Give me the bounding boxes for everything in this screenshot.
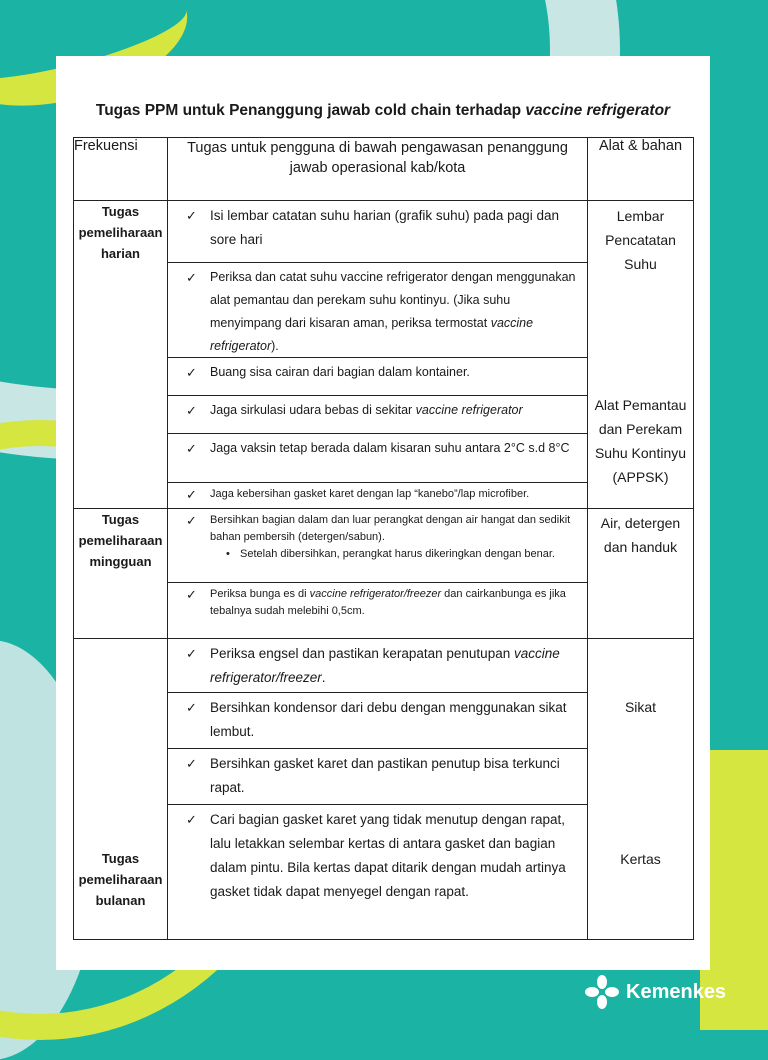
header-tasks: Tugas untuk pengguna di bawah pengawasan penanggung jawab operasional kab/kota bbox=[168, 138, 588, 201]
tools-daily bbox=[588, 201, 694, 509]
task-item: ✓ Isi lembar catatan suhu harian (grafik suhu) pada pagi dan sore hari bbox=[168, 201, 587, 263]
tools-weekly bbox=[588, 509, 694, 639]
task-item: ✓ Buang sisa cairan dari bagian dalam kontainer. bbox=[168, 358, 587, 396]
tasks-weekly bbox=[168, 509, 588, 639]
check-icon: ✓ bbox=[186, 812, 197, 827]
tasks-monthly bbox=[168, 639, 588, 940]
table-header-row bbox=[74, 138, 694, 201]
document-page bbox=[56, 56, 710, 970]
check-icon: ✓ bbox=[186, 403, 197, 418]
frequency-daily: Tugas pemeliharaan harian bbox=[74, 201, 168, 509]
tool-label: Lembar Pencatatan Suhu bbox=[605, 208, 676, 272]
title-italic: vaccine refrigerator bbox=[525, 102, 671, 119]
maintenance-table bbox=[73, 137, 694, 940]
section-row-daily bbox=[74, 201, 694, 509]
frequency-weekly: Tugas pemeliharaan mingguan bbox=[74, 509, 168, 639]
header-frequency: Frekuensi bbox=[74, 138, 168, 201]
check-icon: ✓ bbox=[186, 513, 197, 528]
check-icon: ✓ bbox=[186, 587, 197, 602]
task-item: ✓ Jaga kebersihan gasket karet dengan lap “kanebo”/lap microfiber. bbox=[168, 483, 587, 508]
check-icon: ✓ bbox=[186, 270, 197, 285]
task-item: ✓ Periksa bunga es di vaccine refrigerator/freezer dan cairkanbunga es jika tebalnya sudah melebihi 0,5cm. bbox=[168, 583, 587, 638]
task-item: ✓ Bersihkan gasket karet dan pastikan penutup bisa terkunci rapat. bbox=[168, 749, 587, 805]
check-icon: ✓ bbox=[186, 646, 197, 661]
tool-label: Air, detergen dan handuk bbox=[600, 515, 681, 555]
frequency-monthly: Tugas pemeliharaan bulanan bbox=[74, 639, 168, 940]
tools-monthly bbox=[588, 639, 694, 940]
check-icon: ✓ bbox=[186, 365, 197, 380]
task-item: ✓ Cari bagian gasket karet yang tidak menutup dengan rapat, lalu letakkan selembar kertas di antara gasket dan bagian dalam pintu. Bila kertas dapat ditarik dengan mudah artinya gasket tidak dapat menyegel dengan rapat. bbox=[168, 805, 587, 939]
section-row-weekly bbox=[74, 509, 694, 639]
tool-label: Alat Pemantau dan Perekam Suhu Kontinyu (APPSK) bbox=[594, 397, 687, 485]
check-icon: ✓ bbox=[186, 700, 197, 715]
logo-text: Kemenkes bbox=[626, 980, 727, 1003]
task-item: ✓ Periksa engsel dan pastikan kerapatan penutupan vaccine refrigerator/freezer. bbox=[168, 639, 587, 693]
check-icon: ✓ bbox=[186, 441, 197, 456]
kemenkes-logo bbox=[584, 972, 726, 1012]
task-item: ✓ Bersihkan bagian dalam dan luar perangkat dengan air hangat dan sedikit bahan pembersih (detergen/sabun). • Setelah dibersihkan, perangkat harus dikeringkan dengan benar. bbox=[168, 509, 587, 583]
tasks-daily bbox=[168, 201, 588, 509]
task-item: ✓ Jaga sirkulasi udara bebas di sekitar vaccine refrigerator bbox=[168, 396, 587, 434]
tool-label: Sikat bbox=[624, 699, 657, 715]
task-item: ✓ Jaga vaksin tetap berada dalam kisaran suhu antara 2°C s.d 8°C bbox=[168, 434, 587, 483]
task-item: ✓ Bersihkan kondensor dari debu dengan menggunakan sikat lembut. bbox=[168, 693, 587, 749]
tool-label: Kertas bbox=[620, 851, 661, 867]
check-icon: ✓ bbox=[186, 756, 197, 771]
header-tools: Alat & bahan bbox=[588, 138, 694, 201]
document-title: Tugas PPM untuk Penanggung jawab cold chain terhadap vaccine refrigerator bbox=[95, 102, 671, 119]
section-row-monthly bbox=[74, 639, 694, 940]
bullet-icon: • bbox=[226, 548, 230, 560]
check-icon: ✓ bbox=[186, 208, 197, 223]
check-icon: ✓ bbox=[186, 487, 197, 502]
task-item: ✓ Periksa dan catat suhu vaccine refrigerator dengan menggunakan alat pemantau dan perekam suhu kontinyu. (Jika suhu menyimpang dari kisaran aman, periksa termostat vaccine refrigerator). bbox=[168, 263, 587, 358]
kemenkes-logo-icon bbox=[584, 974, 620, 1010]
